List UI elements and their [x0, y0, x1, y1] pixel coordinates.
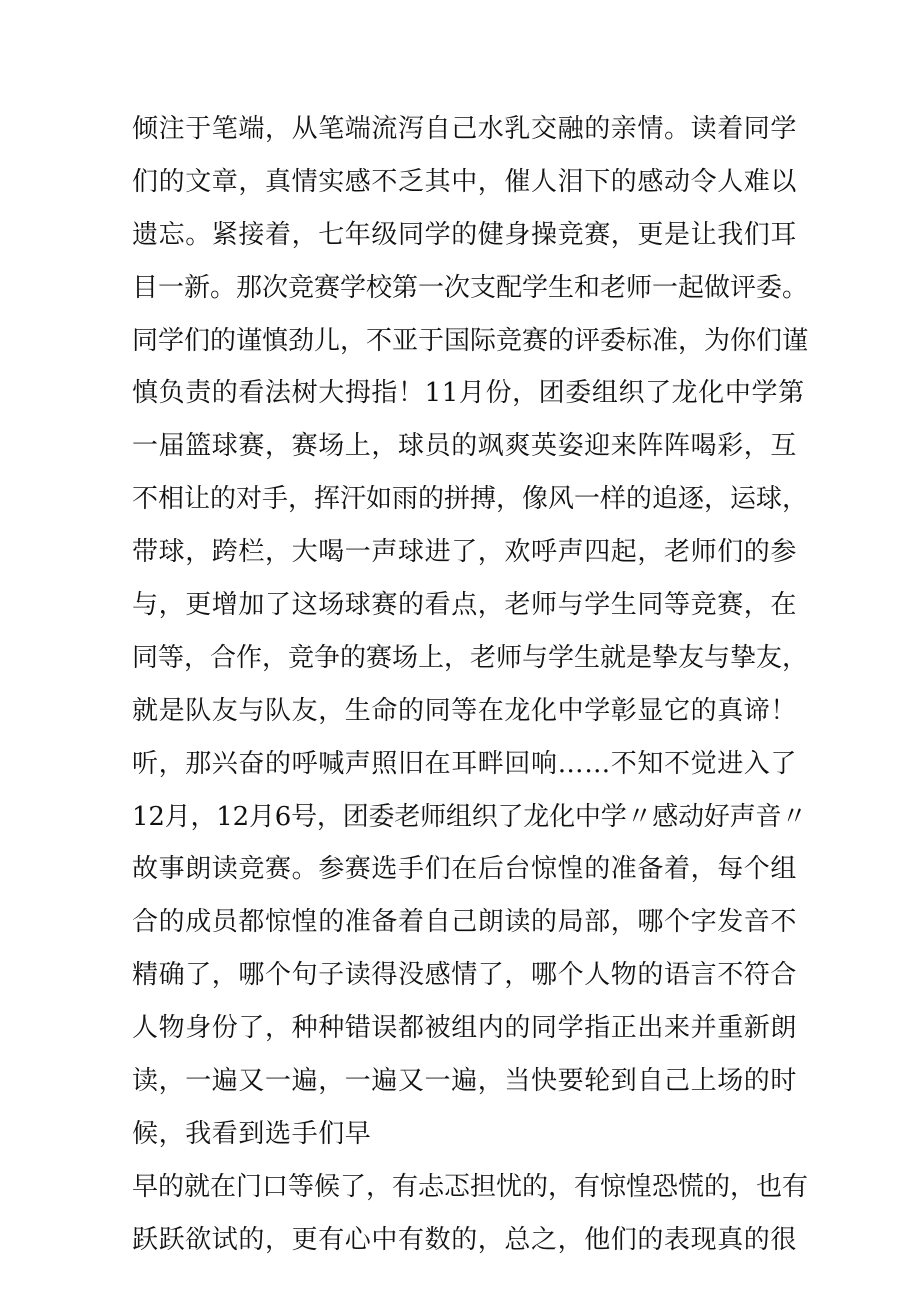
text-line: 倾注于笔端，从笔端流泻自己水乳交融的亲情。读着同学 — [132, 114, 798, 144]
text-line: 与，更增加了这场球赛的看点，老师与学生同等竞赛，在 — [132, 590, 798, 621]
text-line: 读，一遍又一遍，一遍又一遍，当快要轮到自己上场的时 — [132, 1066, 798, 1097]
text-line: 合的成员都惊惶的准备着自己朗读的局部，哪个字发音不 — [132, 907, 798, 938]
text-line: 候，我看到选手们早 — [132, 1118, 372, 1149]
text-line: 不相让的对手，挥汗如雨的拼搏，像风一样的追逐，运球， — [132, 484, 809, 515]
text-line: 跃跃欲试的，更有心中有数的，总之，他们的表现真的很 — [132, 1224, 798, 1255]
text-line: 精确了，哪个句子读得没感情了，哪个人物的语言不符合 — [132, 960, 798, 991]
text-line: 目一新。那次竞赛学校第一次支配学生和老师一起做评委。 — [132, 272, 809, 303]
text-line: 听，那兴奋的呼喊声照旧在耳畔回响……不知不觉进入了 — [132, 748, 798, 779]
text-line: 们的文章，真情实感不乏其中，催人泪下的感动令人难以 — [132, 166, 798, 197]
text-line: 同等，合作，竞争的赛场上，老师与学生就是挚友与挚友， — [132, 642, 809, 673]
text-line: 慎负责的看法树大拇指！11月份，团委组织了龙化中学第 — [132, 378, 805, 409]
text-line: 12月，12月6号，团委老师组织了龙化中学〃感动好声音〃 — [132, 801, 808, 832]
text-line: 一届篮球赛，赛场上，球员的飒爽英姿迎来阵阵喝彩，互 — [132, 431, 798, 462]
text-line: 故事朗读竞赛。参赛选手们在后台惊惶的准备着，每个组 — [132, 854, 798, 885]
body-text — [132, 103, 812, 1267]
text-line: 人物身份了，种种错误都被组内的同学指正出来并重新朗 — [132, 1013, 798, 1044]
text-line: 早的就在门口等候了，有忐忑担忧的，有惊惶恐慌的，也有 — [132, 1171, 809, 1202]
text-line: 遗忘。紧接着，七年级同学的健身操竞赛，更是让我们耳 — [132, 219, 798, 250]
text-line: 就是队友与队友，生命的同等在龙化中学彰显它的真谛！ — [132, 695, 798, 726]
text-line: 同学们的谨慎劲儿，不亚于国际竞赛的评委标准，为你们谨 — [132, 325, 809, 356]
text-line: 带球，跨栏，大喝一声球进了，欢呼声四起，老师们的参 — [132, 537, 798, 568]
